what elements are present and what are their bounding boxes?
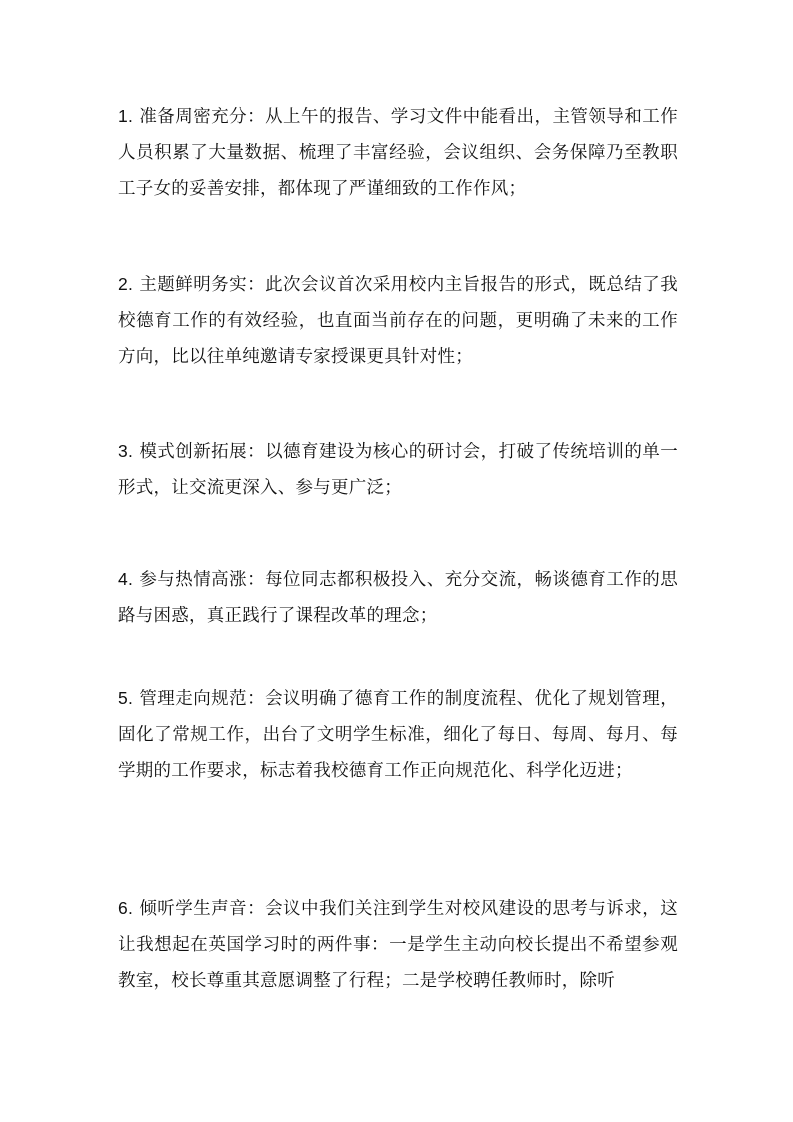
paragraph-text: 管理走向规范：会议明确了德育工作的制度流程、优化了规划管理，固化了常规工作，出台了文明学生标准，细化了每日、每周、每月、每学期的工作要求，标志着我校德育工作正向规范化、科学化迈进； — [118, 689, 678, 781]
paragraph-number: 5. — [118, 688, 134, 708]
paragraph-number: 2. — [118, 274, 134, 294]
paragraph-4 — [118, 561, 678, 634]
paragraph-text: 主题鲜明务实：此次会议首次采用校内主旨报告的形式，既总结了我校德育工作的有效经验，也直面当前存在的问题，更明确了未来的工作方向，比以往单纯邀请专家授课更具针对性； — [118, 275, 678, 367]
paragraph-3 — [118, 433, 678, 506]
paragraph-number: 1. — [118, 106, 134, 126]
paragraph-text: 倾听学生声音：会议中我们关注到学生对校风建设的思考与诉求，这让我想起在英国学习时的两件事：一是学生主动向校长提出不希望参观教室，校长尊重其意愿调整了行程；二是学校聘任教师时，除听 — [118, 899, 678, 991]
paragraph-number: 6. — [118, 898, 134, 918]
paragraph-6 — [118, 890, 678, 999]
paragraph-text: 准备周密充分：从上午的报告、学习文件中能看出，主管领导和工作人员积累了大量数据、梳理了丰富经验，会议组织、会务保障乃至教职工子女的妥善安排，都体现了严谨细致的工作作风； — [118, 107, 678, 199]
paragraph-number: 3. — [118, 441, 134, 461]
paragraph-text: 模式创新拓展：以德育建设为核心的研讨会，打破了传统培训的单一形式，让交流更深入、参与更广泛； — [118, 442, 678, 498]
paragraph-5 — [118, 680, 678, 789]
paragraph-number: 4. — [118, 569, 134, 589]
paragraph-2 — [118, 266, 678, 375]
paragraph-text: 参与热情高涨：每位同志都积极投入、充分交流，畅谈德育工作的思路与困惑，真正践行了课程改革的理念； — [118, 570, 678, 626]
paragraph-1 — [118, 98, 678, 207]
